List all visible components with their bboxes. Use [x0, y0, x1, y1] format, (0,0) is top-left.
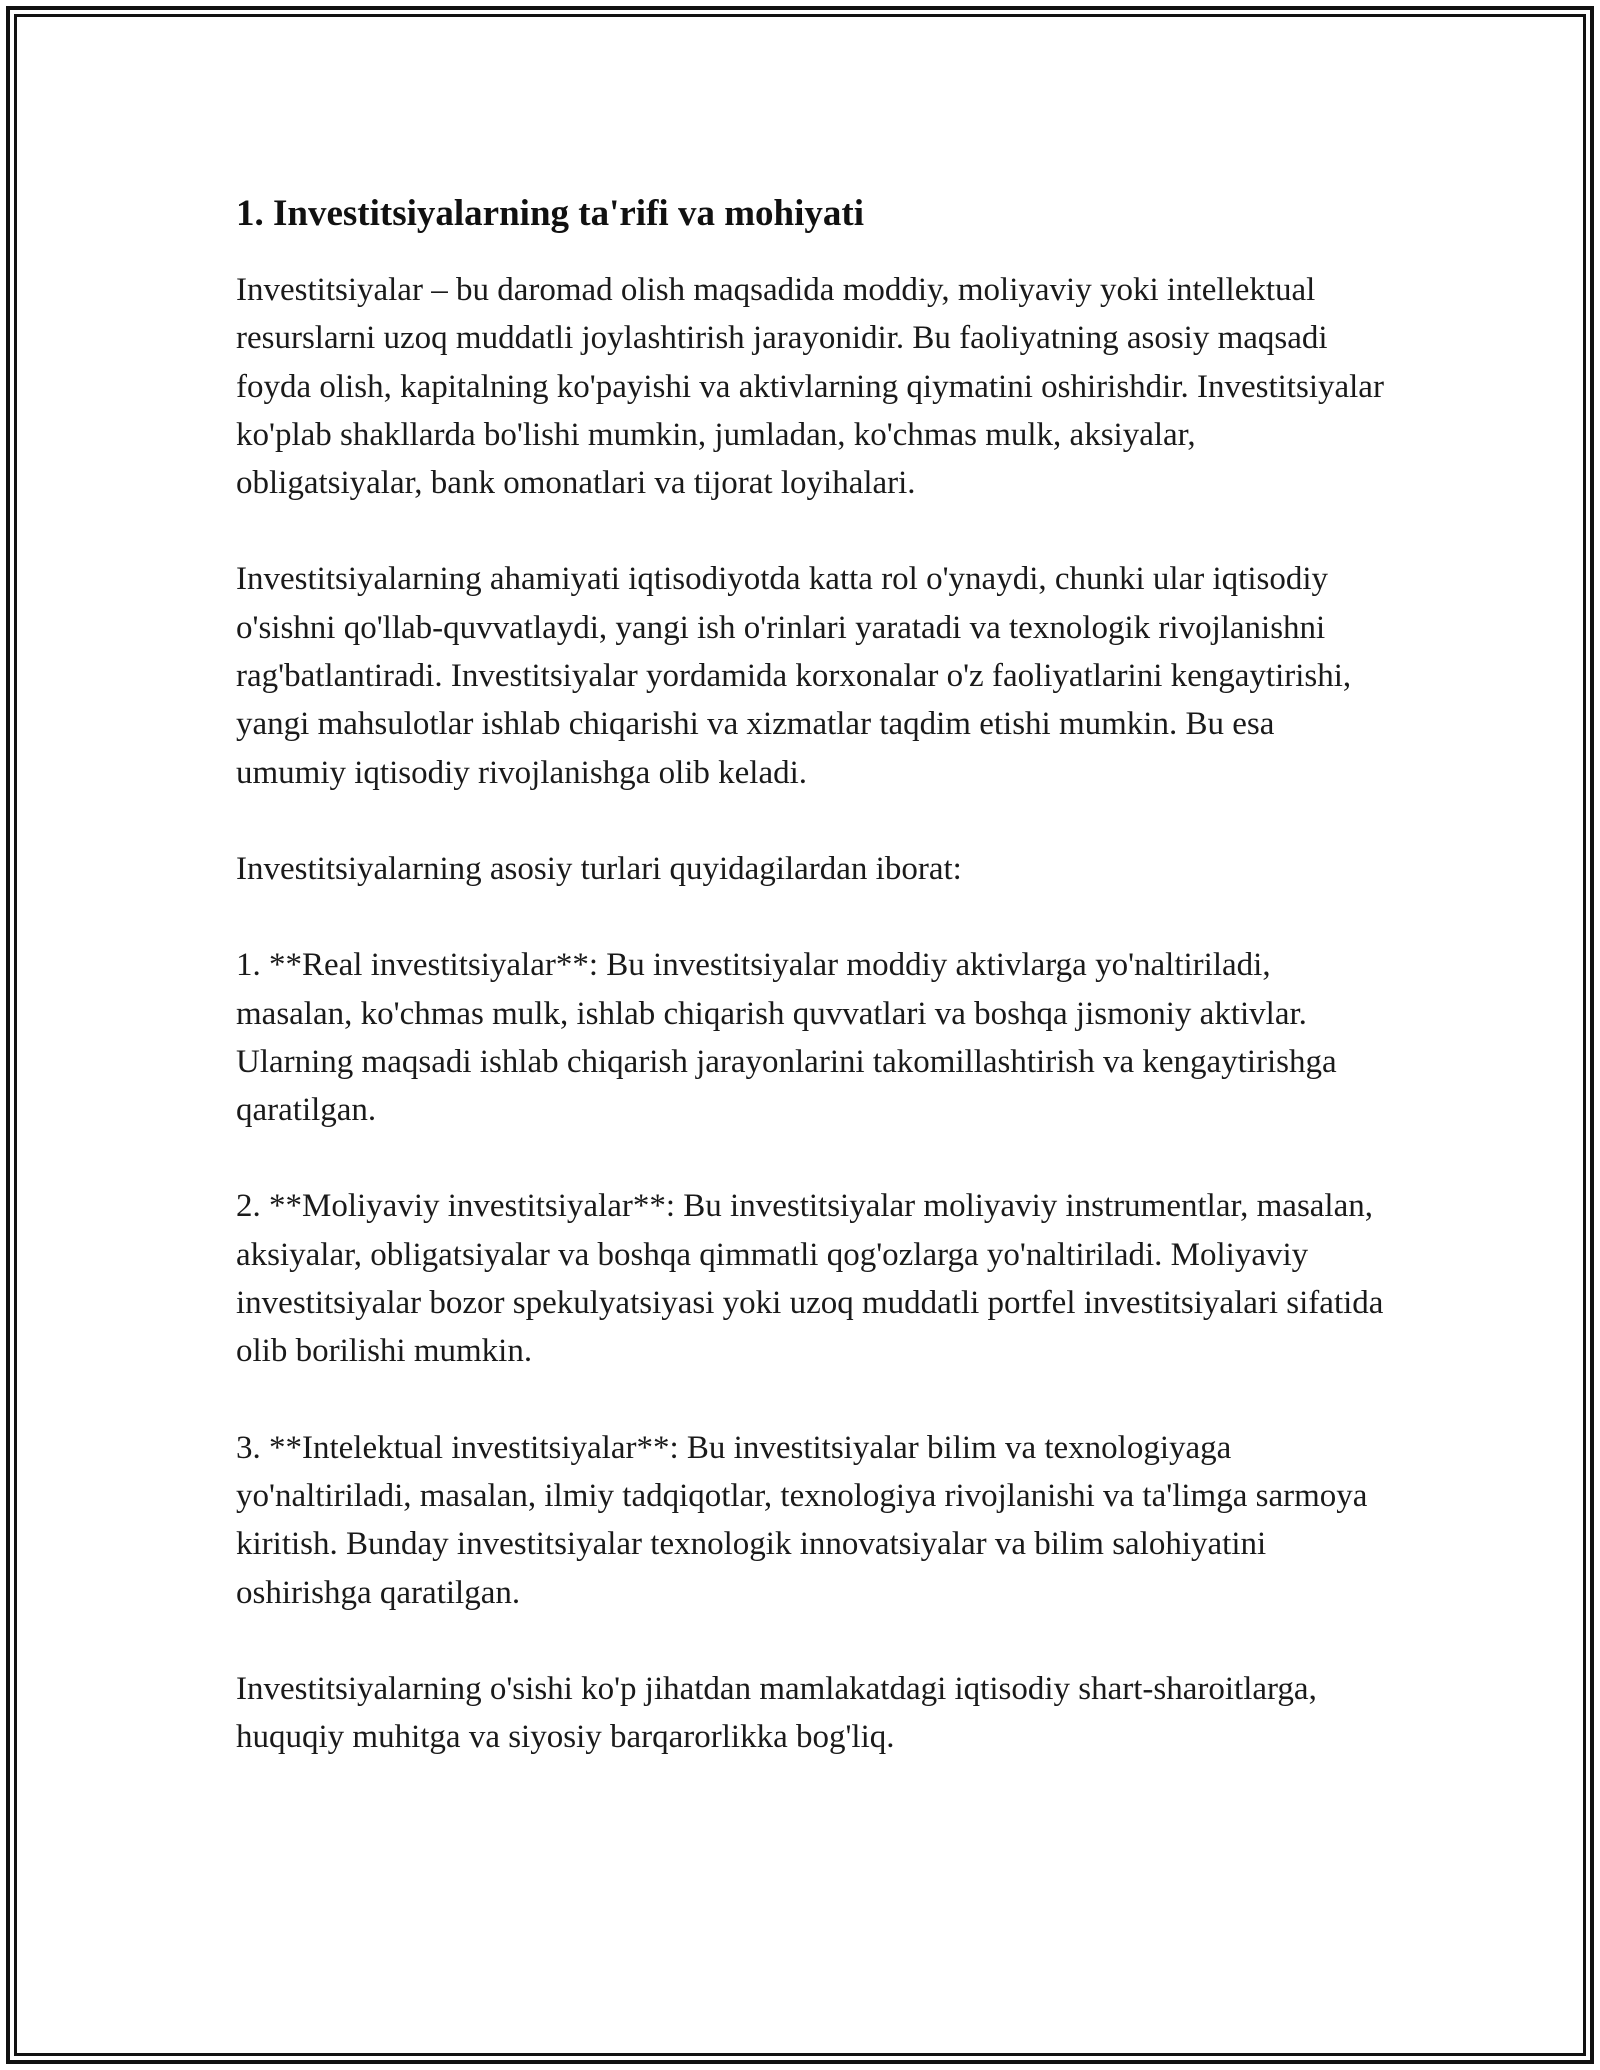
list-item-intellectual-investments: 3. **Intelektual investitsiyalar**: Bu investitsiyalar bilim va texnologiyaga yo'naltiriladi, masalan, ilmiy tadqiqotlar, texnologiya rivojlanishi va ta'limga sarmoya kiritish. Bunday investitsiyalar texnologik innovatsiyalar va bilim salohiyatini oshirishga qaratilgan. — [236, 1429, 1368, 1611]
paragraph-importance: Investitsiyalarning ahamiyati iqtisodiyotda katta rol o'ynaydi, chunki ular iqtisodiy o'sishni qo'llab-quvvatlaydi, yangi ish o'rinlari yaratadi va texnologik rivojlanishni rag'batlantiradi. Investitsiyalar yordamida korxonalar o'z faoliyatlarini kengaytirishi, yangi mahsulotlar ishlab chiqarishi va xizmatlar taqdim etishi mumkin. Bu esa umumiy iqtisodiy rivojlanishga olib keladi. — [236, 561, 1352, 791]
list-item-financial-investments: 2. **Moliyaviy investitsiyalar**: Bu investitsiyalar moliyaviy instrumentlar, masalan, aksiyalar, obligatsiyalar va boshqa qimmatli qog'ozlarga yo'naltiriladi. Moliyaviy investitsiyalar bozor spekulyatsiyasi yoki uzoq muddatli portfel investitsiyalari sifatida olib borilishi mumkin. — [236, 1188, 1384, 1370]
document-body — [236, 186, 1386, 1761]
paragraph-types-intro: Investitsiyalarning asosiy turlari quyidagilardan iborat: — [236, 850, 962, 887]
section-heading: 1. Investitsiyalarning ta'rifi va mohiyati — [236, 193, 864, 234]
paragraph-definition: Investitsiyalar – bu daromad olish maqsadida moddiy, moliyaviy yoki intellektual resurslarni uzoq muddatli joylashtirish jarayonidir. Bu faoliyatning asosiy maqsadi foyda olish, kapitalning ko'payishi va aktivlarning qiymatini oshirishdir. Investitsiyalar ko'plab shakllarda bo'lishi mumkin, jumladan, ko'chmas mulk, aksiyalar, obligatsiyalar, bank omonatlari va tijorat loyihalari. — [236, 272, 1384, 502]
paragraph-conclusion: Investitsiyalarning o'sishi ko'p jihatdan mamlakatdagi iqtisodiy shart-sharoitlarga, huquqiy muhitga va siyosiy barqarorlikka bog'liq. — [236, 1670, 1317, 1756]
list-item-real-investments: 1. **Real investitsiyalar**: Bu investitsiyalar moddiy aktivlarga yo'naltiriladi, masalan, ko'chmas mulk, ishlab chiqarish quvvatlari va boshqa jismoniy aktivlar. Ularning maqsadi ishlab chiqarish jarayonlarini takomillashtirish va kengaytirishga qaratilgan. — [236, 947, 1337, 1129]
